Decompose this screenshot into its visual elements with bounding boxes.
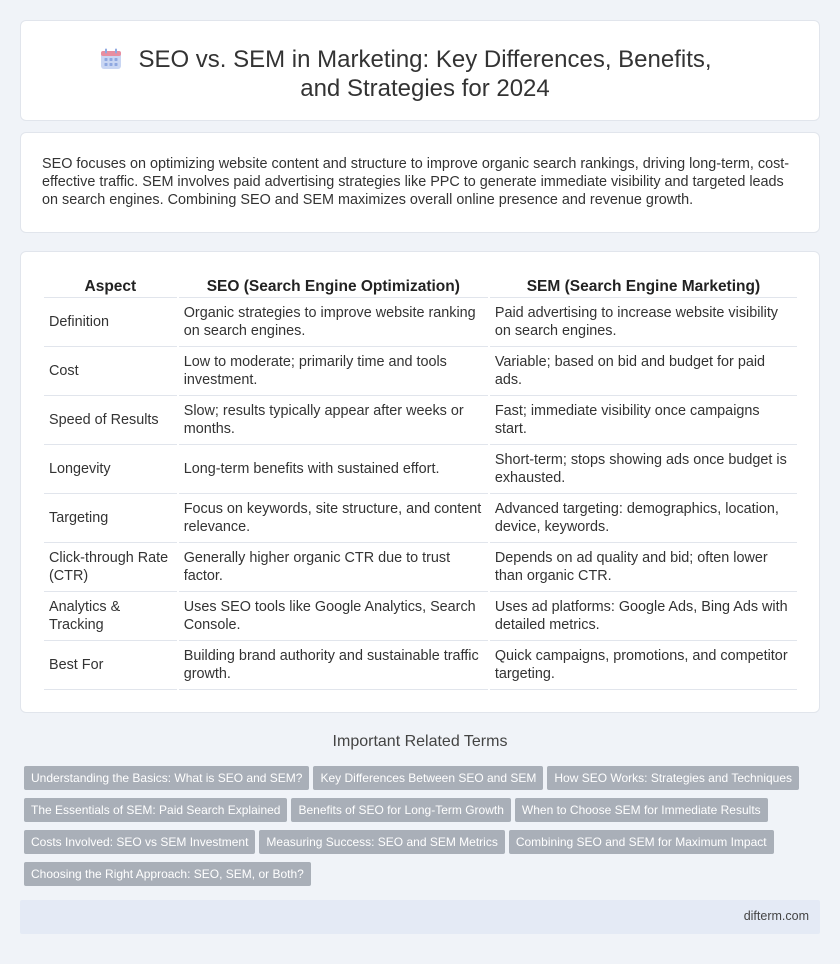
comparison-table-card: [20, 251, 820, 713]
footer-site-link[interactable]: difterm.com: [743, 909, 809, 923]
related-term-tag[interactable]: Costs Involved: SEO vs SEM Investment: [24, 830, 255, 854]
cell-aspect: Targeting: [44, 494, 177, 543]
table-row: [44, 494, 797, 543]
table-row: [44, 445, 797, 494]
intro-text: SEO focuses on optimizing website content and structure to improve organic search rankings, driving long-term, cost-effective traffic. SEM involves paid advertising strategies like PPC to generate immediate visibility and targeted leads on search engines. Combining SEO and SEM maximizes overall online presence and revenue growth.: [42, 156, 790, 208]
related-term-tag[interactable]: The Essentials of SEM: Paid Search Explained: [24, 798, 287, 822]
header-seo: SEO (Search Engine Optimization): [179, 276, 488, 298]
related-term-tag[interactable]: Combining SEO and SEM for Maximum Impact: [509, 830, 774, 854]
cell-aspect: Best For: [44, 641, 177, 690]
cell-sem: Uses ad platforms: Google Ads, Bing Ads with detailed metrics.: [490, 592, 797, 641]
cell-sem: Advanced targeting: demographics, location, device, keywords.: [490, 494, 797, 543]
related-term-tag[interactable]: When to Choose SEM for Immediate Results: [515, 798, 768, 822]
related-term-tag[interactable]: Understanding the Basics: What is SEO and SEM?: [24, 766, 309, 790]
cell-seo: Slow; results typically appear after weeks or months.: [179, 396, 488, 445]
cell-sem: Depends on ad quality and bid; often lower than organic CTR.: [490, 543, 797, 592]
cell-aspect: Speed of Results: [44, 396, 177, 445]
cell-sem: Quick campaigns, promotions, and competitor targeting.: [490, 641, 797, 690]
cell-sem: Fast; immediate visibility once campaigns start.: [490, 396, 797, 445]
related-term-tag[interactable]: Measuring Success: SEO and SEM Metrics: [259, 830, 504, 854]
cell-aspect: Click-through Rate (CTR): [44, 543, 177, 592]
intro-card: [20, 132, 820, 233]
cell-aspect: Analytics & Tracking: [44, 592, 177, 641]
cell-aspect: Longevity: [44, 445, 177, 494]
table-row: [44, 347, 797, 396]
table-header-row: [44, 276, 797, 298]
related-terms-title: Important Related Terms: [332, 733, 508, 750]
page-title: SEO vs. SEM in Marketing: Key Differences, Benefits, and Strategies for 2024: [138, 46, 712, 102]
related-term-tag[interactable]: Key Differences Between SEO and SEM: [313, 766, 543, 790]
comparison-table: [42, 276, 799, 690]
cell-seo: Long-term benefits with sustained effort.: [179, 445, 488, 494]
cell-seo: Uses SEO tools like Google Analytics, Search Console.: [179, 592, 488, 641]
related-term-tag[interactable]: Benefits of SEO for Long-Term Growth: [291, 798, 510, 822]
table-row: [44, 396, 797, 445]
table-row: [44, 298, 797, 347]
cell-seo: Low to moderate; primarily time and tools investment.: [179, 347, 488, 396]
cell-seo: Organic strategies to improve website ranking on search engines.: [179, 298, 488, 347]
cell-seo: Generally higher organic CTR due to trust factor.: [179, 543, 488, 592]
cell-sem: Short-term; stops showing ads once budget is exhausted.: [490, 445, 797, 494]
header-sem: SEM (Search Engine Marketing): [490, 276, 797, 298]
related-term-tag[interactable]: How SEO Works: Strategies and Techniques: [547, 766, 799, 790]
header-card: [20, 20, 820, 121]
cell-sem: Paid advertising to increase website visibility on search engines.: [490, 298, 797, 347]
table-row: [44, 592, 797, 641]
table-row: [44, 543, 797, 592]
header-aspect: Aspect: [44, 276, 177, 298]
related-terms-list: [24, 766, 804, 894]
footer-bar: [20, 900, 820, 934]
table-row: [44, 641, 797, 690]
cell-seo: Building brand authority and sustainable traffic growth.: [179, 641, 488, 690]
related-term-tag[interactable]: Choosing the Right Approach: SEO, SEM, or Both?: [24, 862, 311, 886]
cell-aspect: Definition: [44, 298, 177, 347]
cell-aspect: Cost: [44, 347, 177, 396]
cell-seo: Focus on keywords, site structure, and content relevance.: [179, 494, 488, 543]
cell-sem: Variable; based on bid and budget for paid ads.: [490, 347, 797, 396]
